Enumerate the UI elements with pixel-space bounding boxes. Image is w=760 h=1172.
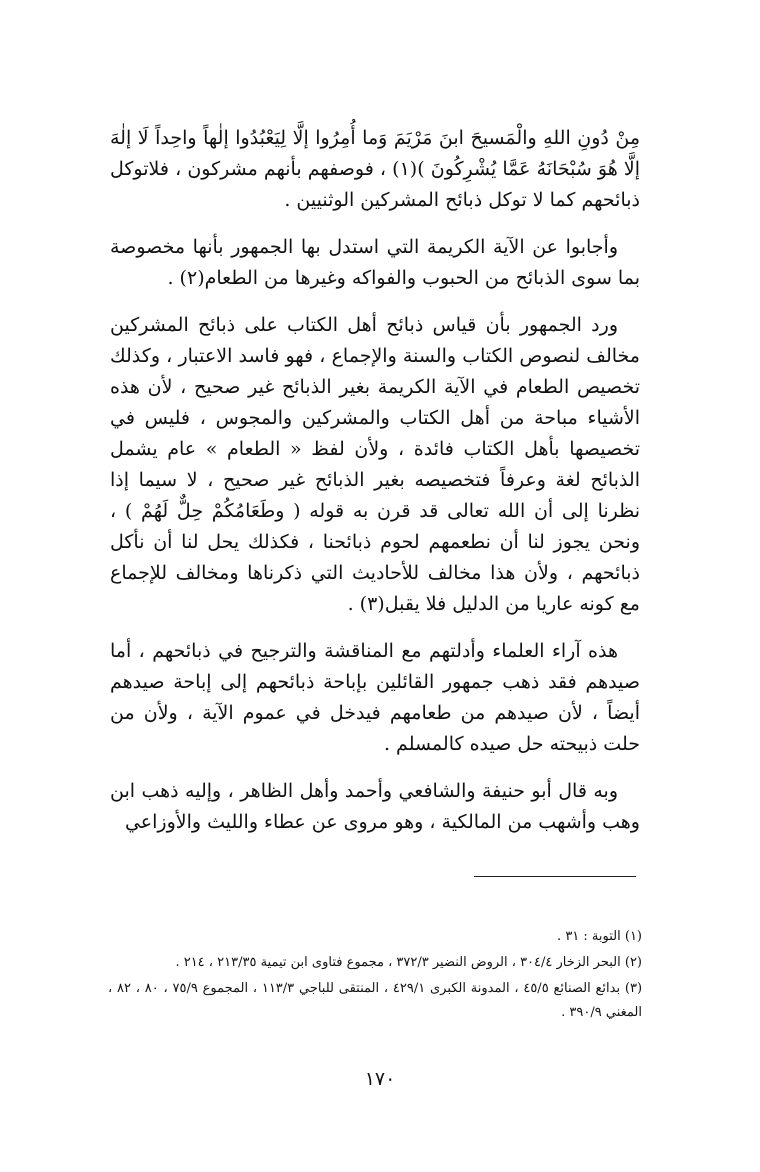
paragraph-3: ورد الجمهور بأن قياس ذبائح أهل الكتاب على ذبائح المشركين مخالف لنصوص الكتاب والسنة والإجماع ، فهو فاسد الاعتبار ، وكذلك تخصيص الطعام في الآية الكريمة بغير الذبائح غير صحيح ، لأن هذه الأشياء مباحة من أهل الكتاب والمشركين والمجوس ، فليس في تخصيصها بأهل الكتاب فائدة ، ولأن لفظ « الطعام » عام يشمل الذبائح لغة وعرفاً فتخصيصه بغير الذبائح غير صحيح ، لا سيما إذا نظرنا إلى أن الله تعالى قد قرن به قوله ( وطَعَامُكُمْ حِلٌّ لَهُمْ ) ، ونحن يجوز لنا أن نطعمهم لحوم ذبائحنا ، فكذلك يحل لنا أن نأكل ذبائحهم ، ولأن هذا مخالف للأحاديث التي ذكرناها ومخالف للإجماع مع كونه عاريا من الدليل فلا يقبل(٣) . (110, 314, 640, 615)
footnote-3: (٣) بدائع الصنائع ٤٥/٥ ، المدونة الكبرى ٤٢٩/١ ، المنتقى للباجي ١١٣/٣ ، المجموع ٧٥/٩ ، ٨٠ ، ٨٢ ، المغني ٣٩٠/٩ . (108, 981, 643, 1020)
footnotes (108, 925, 642, 1027)
paragraph-2: وأجابوا عن الآية الكريمة التي استدل بها الجمهور بأنها مخصوصة بما سوى الذبائح من الحبوب والفواكه وغيرها من الطعام(٢) . (110, 236, 640, 289)
footnote-2: (٢) البحر الزخار ٣٠٤/٤ ، الروض النضير ٣٧٢/٣ ، مجموع فتاوى ابن تيمية ٢١٣/٣٥ ، ٢١٤ . (175, 955, 642, 970)
main-text (110, 123, 640, 854)
page-number: ١٧٠ (364, 1068, 396, 1090)
footnote-1: (١) التوبة : ٣١ . (557, 929, 642, 944)
paragraph-1: مِنْ دُونِ اللهِ والْمَسيحَ ابنَ مَرْيَمَ وَما أُمِرُوا إلَّا لِيَعْبُدُوا إلٰهاً واحِداً لَا إلٰهَ إلَّا هُوَ سُبْحَانَهُ عَمَّا يُشْرِكُونَ )(١) ، فوصفهم بأنهم مشركون ، فلاتوكل ذبائحهم كما لا توكل ذبائح المشركين الوثنيين . (110, 127, 640, 211)
footnote-divider (474, 876, 636, 877)
paragraph-4: هذه آراء العلماء وأدلتهم مع المناقشة والترجيح في ذبائحهم ، أما صيدهم فقد ذهب جمهور القائلين بإباحة ذبائحهم إلى إباحة صيدهم أيضاً ، لأن صيدهم من طعامهم فيدخل في عموم الآية ، ولأن من حلت ذبيحته حل صيده كالمسلم . (110, 640, 640, 755)
paragraph-5: وبه قال أبو حنيفة والشافعي وأحمد وأهل الظاهر ، وإليه ذهب ابن وهب وأشهب من المالكية ، وهو مروى عن عطاء والليث والأوزاعي (110, 780, 640, 833)
